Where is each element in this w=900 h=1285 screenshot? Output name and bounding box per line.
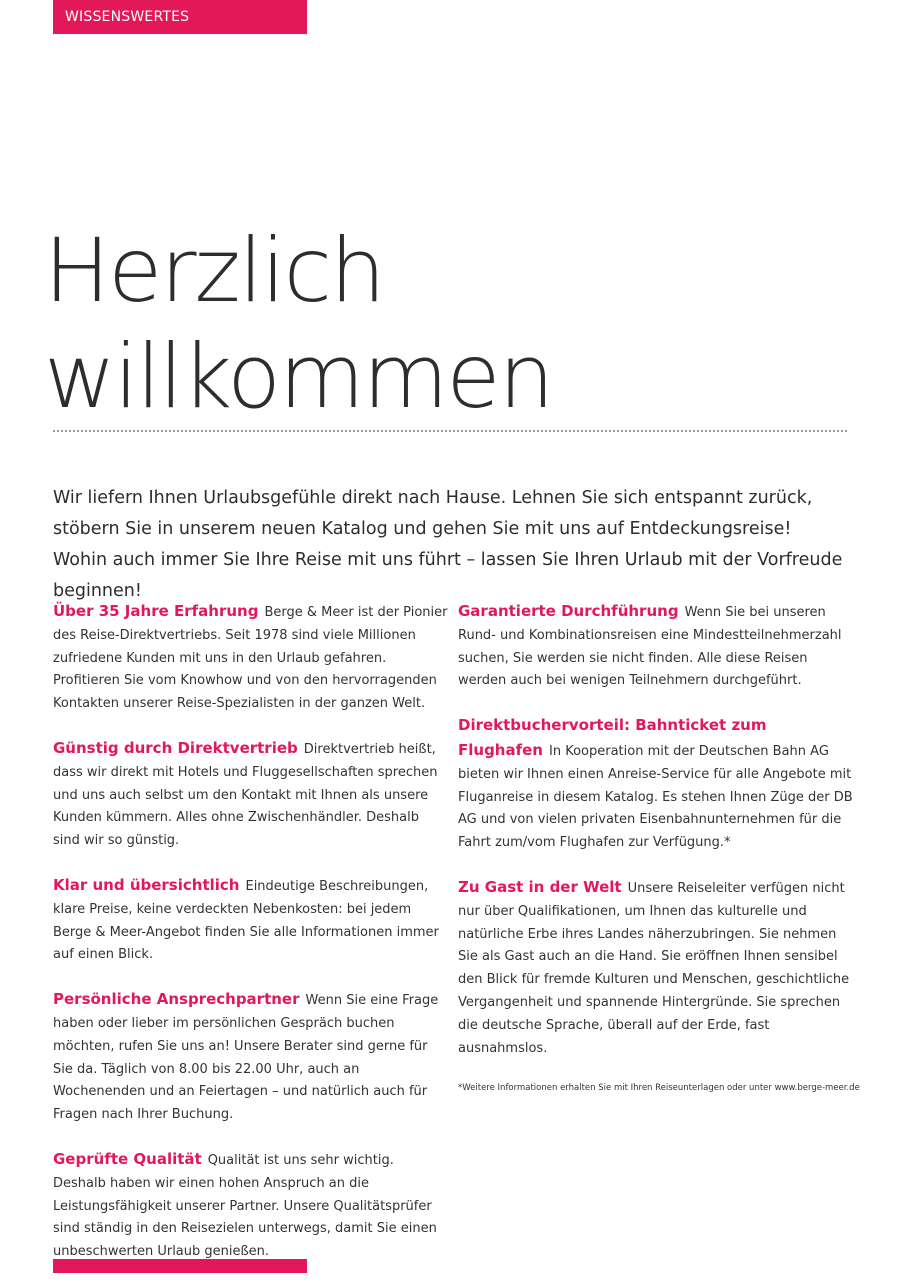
feature-block	[53, 988, 448, 1127]
page-title	[44, 218, 552, 430]
intro-paragraph: Wir liefern Ihnen Urlaubsgefühle direkt nach Hause. Lehnen Sie sich entspannt zurück, stöbern Sie in unserem neuen Katalog und gehen Sie mit uns auf Entdeckungsreise! Wohin auch immer Sie Ihre Reise mit uns führt – lassen Sie Ihren Urlaub mit der Vorfreude beginnen!	[53, 488, 843, 601]
bottom-accent-bar	[53, 1259, 307, 1273]
feature-block	[458, 876, 853, 1060]
feature-heading: Zu Gast in der Welt	[458, 877, 622, 896]
feature-heading: Direktbuchervorteil: Bahnticket zum Flughafen	[458, 716, 767, 759]
feature-text: Eindeutige Beschreibungen, klare Preise, keine verdeckten Nebenkosten: bei jedem Berge & Meer-Angebot finden Sie alle Informationen immer auf einen Blick.	[53, 878, 439, 963]
page-title-line-2: willkommen	[44, 325, 553, 428]
feature-heading: Über 35 Jahre Erfahrung	[53, 602, 259, 620]
feature-text: Wenn Sie bei unseren Rund- und Kombinationsreisen eine Mindestteilnehmerzahl suchen, Sie werden sie nicht finden. Alle diese Reisen werden auch bei wenigen Teilnehmern durchgeführt.	[458, 605, 842, 689]
feature-heading: Persönliche Ansprechpartner	[53, 990, 300, 1009]
feature-heading: Garantierte Durchführung	[458, 602, 679, 620]
feature-block	[458, 600, 853, 693]
page-title-line-1: Herzlich	[44, 219, 384, 322]
feature-text: Unsere Reiseleiter verfügen nicht nur über Qualifikationen, um Ihnen das kulturelle und natürliche Erbe ihres Landes näherzubringen. Sie nehmen Sie als Gast auch an die Hand. Sie eröffnen Ihnen sensibel den Blick für fremde Kulturen und Menschen, geschichtliche Vergangenheit und spannende Hintergründe. Sie sprechen die deutsche Sprache, überall auf der Erde, fast ausnahmslos.	[458, 880, 850, 1056]
feature-text: Direktvertrieb heißt, dass wir direkt mit Hotels und Fluggesellschaften sprechen und uns auch selbst um den Kontakt mit Ihnen als unsere Kunden kümmern. Alles ohne Zwischenhändler. Deshalb sind wir so günstig.	[53, 741, 438, 849]
feature-block	[458, 714, 853, 855]
feature-text: Qualität ist uns sehr wichtig. Deshalb haben wir einen hohen Anspruch an die Leistungsfähigkeit unserer Partner. Unsere Qualitätsprüfer sind ständig in den Reisezielen unterwegs, damit Sie einen unbeschwerten Urlaub genießen.	[53, 1152, 437, 1260]
left-column	[53, 600, 448, 1285]
feature-text: Berge & Meer ist der Pionier des Reise-Direktvertriebs. Seit 1978 sind viele Millionen zufriedene Kunden mit uns in den Urlaub gefahren. Profitieren Sie vom Knowhow und von den hervorragenden Kontakten unserer Reise-Spezialisten in der ganzen Welt.	[53, 605, 448, 712]
footnote: *Weitere Informationen erhalten Sie mit Ihren Reiseunterlagen oder unter www.berge-meer.de	[458, 1083, 860, 1094]
feature-heading: Klar und übersichtlich	[53, 875, 240, 894]
feature-block	[53, 737, 448, 853]
feature-text: Wenn Sie eine Frage haben oder lieber im persönlichen Gespräch buchen möchten, rufen Sie uns an! Unsere Berater sind gerne für Sie da. Täglich von 8.00 bis 22.00 Uhr, auch an Wochenenden und an Feiertagen – und natürlich auch für Fragen nach Ihrer Buchung.	[53, 993, 439, 1123]
feature-block	[53, 600, 448, 716]
feature-block	[53, 874, 448, 967]
dotted-divider	[53, 430, 847, 432]
feature-block	[53, 1148, 448, 1264]
right-column	[458, 600, 860, 1095]
feature-heading: Geprüfte Qualität	[53, 1149, 202, 1168]
section-tab: WISSENSWERTES	[53, 0, 307, 34]
feature-text: In Kooperation mit der Deutschen Bahn AG bieten wir Ihnen einen Anreise-Service für alle Angebote mit Fluganreise in diesem Katalog. Es stehen Ihnen Züge der DB AG und von vielen privaten Eisenbahnunternehmen für die Fahrt zum/vom Flughafen zur Verfügung.*	[458, 743, 853, 851]
feature-heading: Günstig durch Direktvertrieb	[53, 738, 298, 757]
